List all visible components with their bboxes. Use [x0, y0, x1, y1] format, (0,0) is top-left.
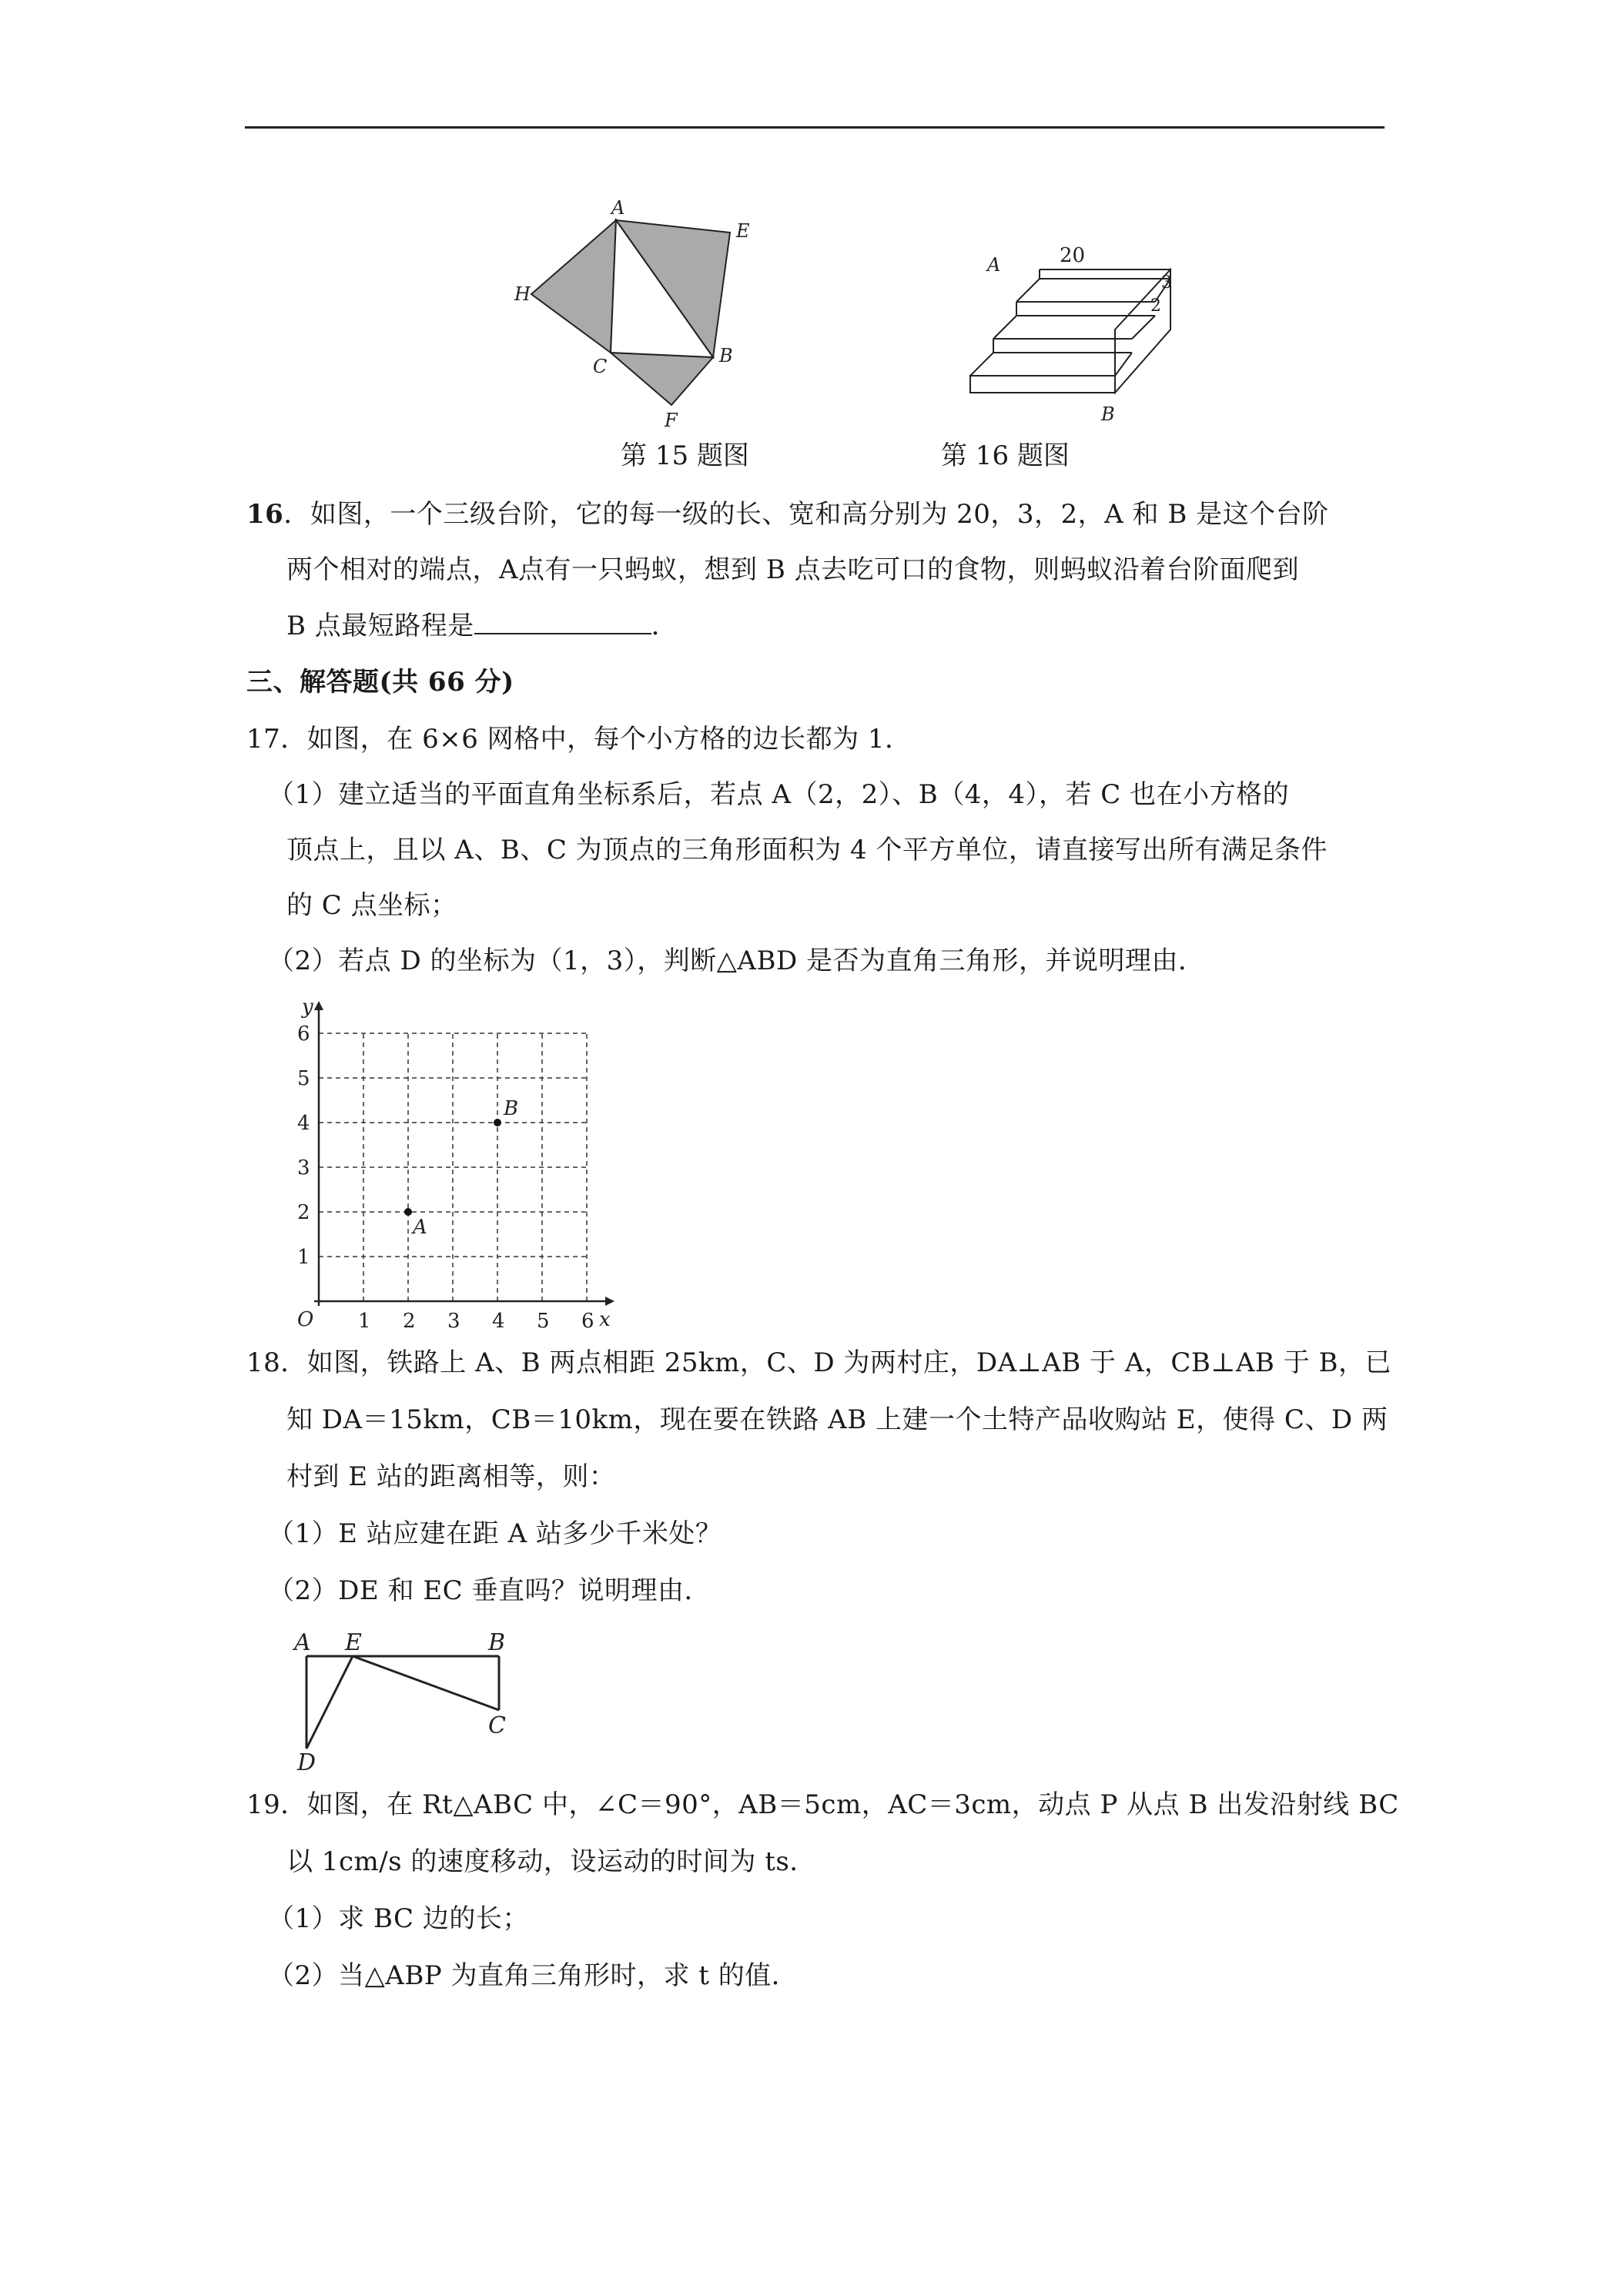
q16-number: 16 [246, 499, 284, 530]
y-tick-label: 4 [297, 1112, 310, 1135]
q18-line3: 村到 E 站的距离相等，则： [286, 1461, 616, 1492]
x-tick-label: 3 [447, 1310, 460, 1333]
square-h-region [531, 220, 616, 353]
caption-fig16: 第 16 题图 [941, 440, 1070, 471]
x-tick-label: 5 [537, 1310, 550, 1333]
answer-blank[interactable] [474, 608, 651, 634]
q19-p2: （2）当△ABP 为直角三角形时，求 t 的值． [268, 1960, 799, 1991]
q19-p1: （1）求 BC 边的长； [268, 1903, 529, 1934]
label-length: 20 [1060, 244, 1086, 267]
y-tick-label: 1 [297, 1246, 310, 1269]
q18-p1: （1）E 站应建在距 A 站多少千米处？ [268, 1518, 722, 1549]
x-tick-label: 6 [581, 1310, 594, 1333]
y-axis-label: y [302, 996, 313, 1019]
y-tick-label: 6 [297, 1022, 310, 1046]
label-H: H [514, 283, 531, 305]
label-E: E [345, 1629, 362, 1656]
q17-p1-line1: （1）建立适当的平面直角坐标系后，若点 A（2，2）、B（4，4），若 C 也在小方格的 [268, 779, 1290, 810]
y-axis-arrow [314, 1001, 323, 1010]
point-A [404, 1208, 412, 1216]
x-tick-label: 4 [492, 1310, 505, 1333]
caption-fig15: 第 15 题图 [621, 440, 749, 471]
y-tick-label: 5 [297, 1067, 310, 1090]
q18-line1: 18．如图，铁路上 A、B 两点相距 25km，C、D 为两村庄，DA⊥AB 于 A，CB⊥AB 于 B，已 [246, 1347, 1392, 1378]
q17-p1-line2: 顶点上，且以 A、B、C 为顶点的三角形面积为 4 个平方单位，请直接写出所有满足条件 [286, 835, 1328, 865]
q16-line2: 两个相对的端点，A点有一只蚂蚁，想到 B 点去吃可口的食物，则蚂蚁沿着台阶面爬到 [286, 554, 1300, 585]
label-E: E [736, 220, 750, 242]
figure-16 [909, 239, 1186, 431]
label-A: A [987, 254, 1001, 276]
q16-line3: B 点最短路程是 ． [286, 608, 678, 643]
label-D: D [297, 1749, 316, 1776]
label-B: B [719, 345, 733, 366]
q19-line2: 以 1cm/s 的速度移动，设运动的时间为 ts． [286, 1846, 816, 1877]
q16-line1: 16．如图，一个三级台阶，它的每一级的长、宽和高分别为 20，3，2，A 和 B 是这个台阶 [246, 499, 1329, 530]
label-F: F [665, 410, 678, 431]
q17-p2: （2）若点 D 的坐标为（1，3），判断△ABD 是否为直角三角形，并说明理由． [268, 946, 1205, 976]
label-C: C [593, 356, 608, 377]
x-axis-arrow [605, 1297, 614, 1306]
section-title: 三、解答题(共 66 分) [246, 667, 514, 698]
q17-p1-line3: 的 C 点坐标； [286, 890, 457, 921]
origin-label: O [297, 1308, 314, 1331]
header-rule [245, 126, 1385, 129]
q17-line1: 17．如图，在 6×6 网格中，每个小方格的边长都为 1． [246, 724, 912, 755]
y-tick-label: 2 [297, 1201, 310, 1224]
point-label-A: A [413, 1216, 427, 1239]
label-A: A [611, 197, 625, 219]
figure-15 [508, 192, 770, 431]
x-axis-label: x [599, 1308, 611, 1331]
label-C: C [488, 1712, 506, 1739]
x-tick-label: 2 [403, 1310, 416, 1333]
q19-line1: 19．如图，在 Rt△ABC 中，∠C＝90°，AB＝5cm，AC＝3cm，动点 P 从点 B 出发沿射线 BC [246, 1789, 1399, 1820]
square-f-region [611, 353, 713, 405]
figure-18 [285, 1621, 531, 1775]
label-width: 3 [1161, 273, 1172, 293]
point-B [494, 1119, 501, 1126]
y-tick-label: 3 [297, 1156, 310, 1180]
x-tick-label: 1 [358, 1310, 371, 1333]
label-B: B [488, 1629, 506, 1656]
point-label-B: B [504, 1097, 519, 1120]
q18-p2: （2）DE 和 EC 垂直吗？说明理由． [268, 1575, 711, 1606]
label-height: 2 [1150, 296, 1161, 316]
figure-17-grid [285, 993, 611, 1333]
label-A: A [294, 1629, 311, 1656]
label-B: B [1101, 403, 1115, 425]
q18-line2: 知 DA＝15km，CB＝10km，现在要在铁路 AB 上建一个土特产品收购站 E，使得 C、D 两 [286, 1404, 1388, 1435]
